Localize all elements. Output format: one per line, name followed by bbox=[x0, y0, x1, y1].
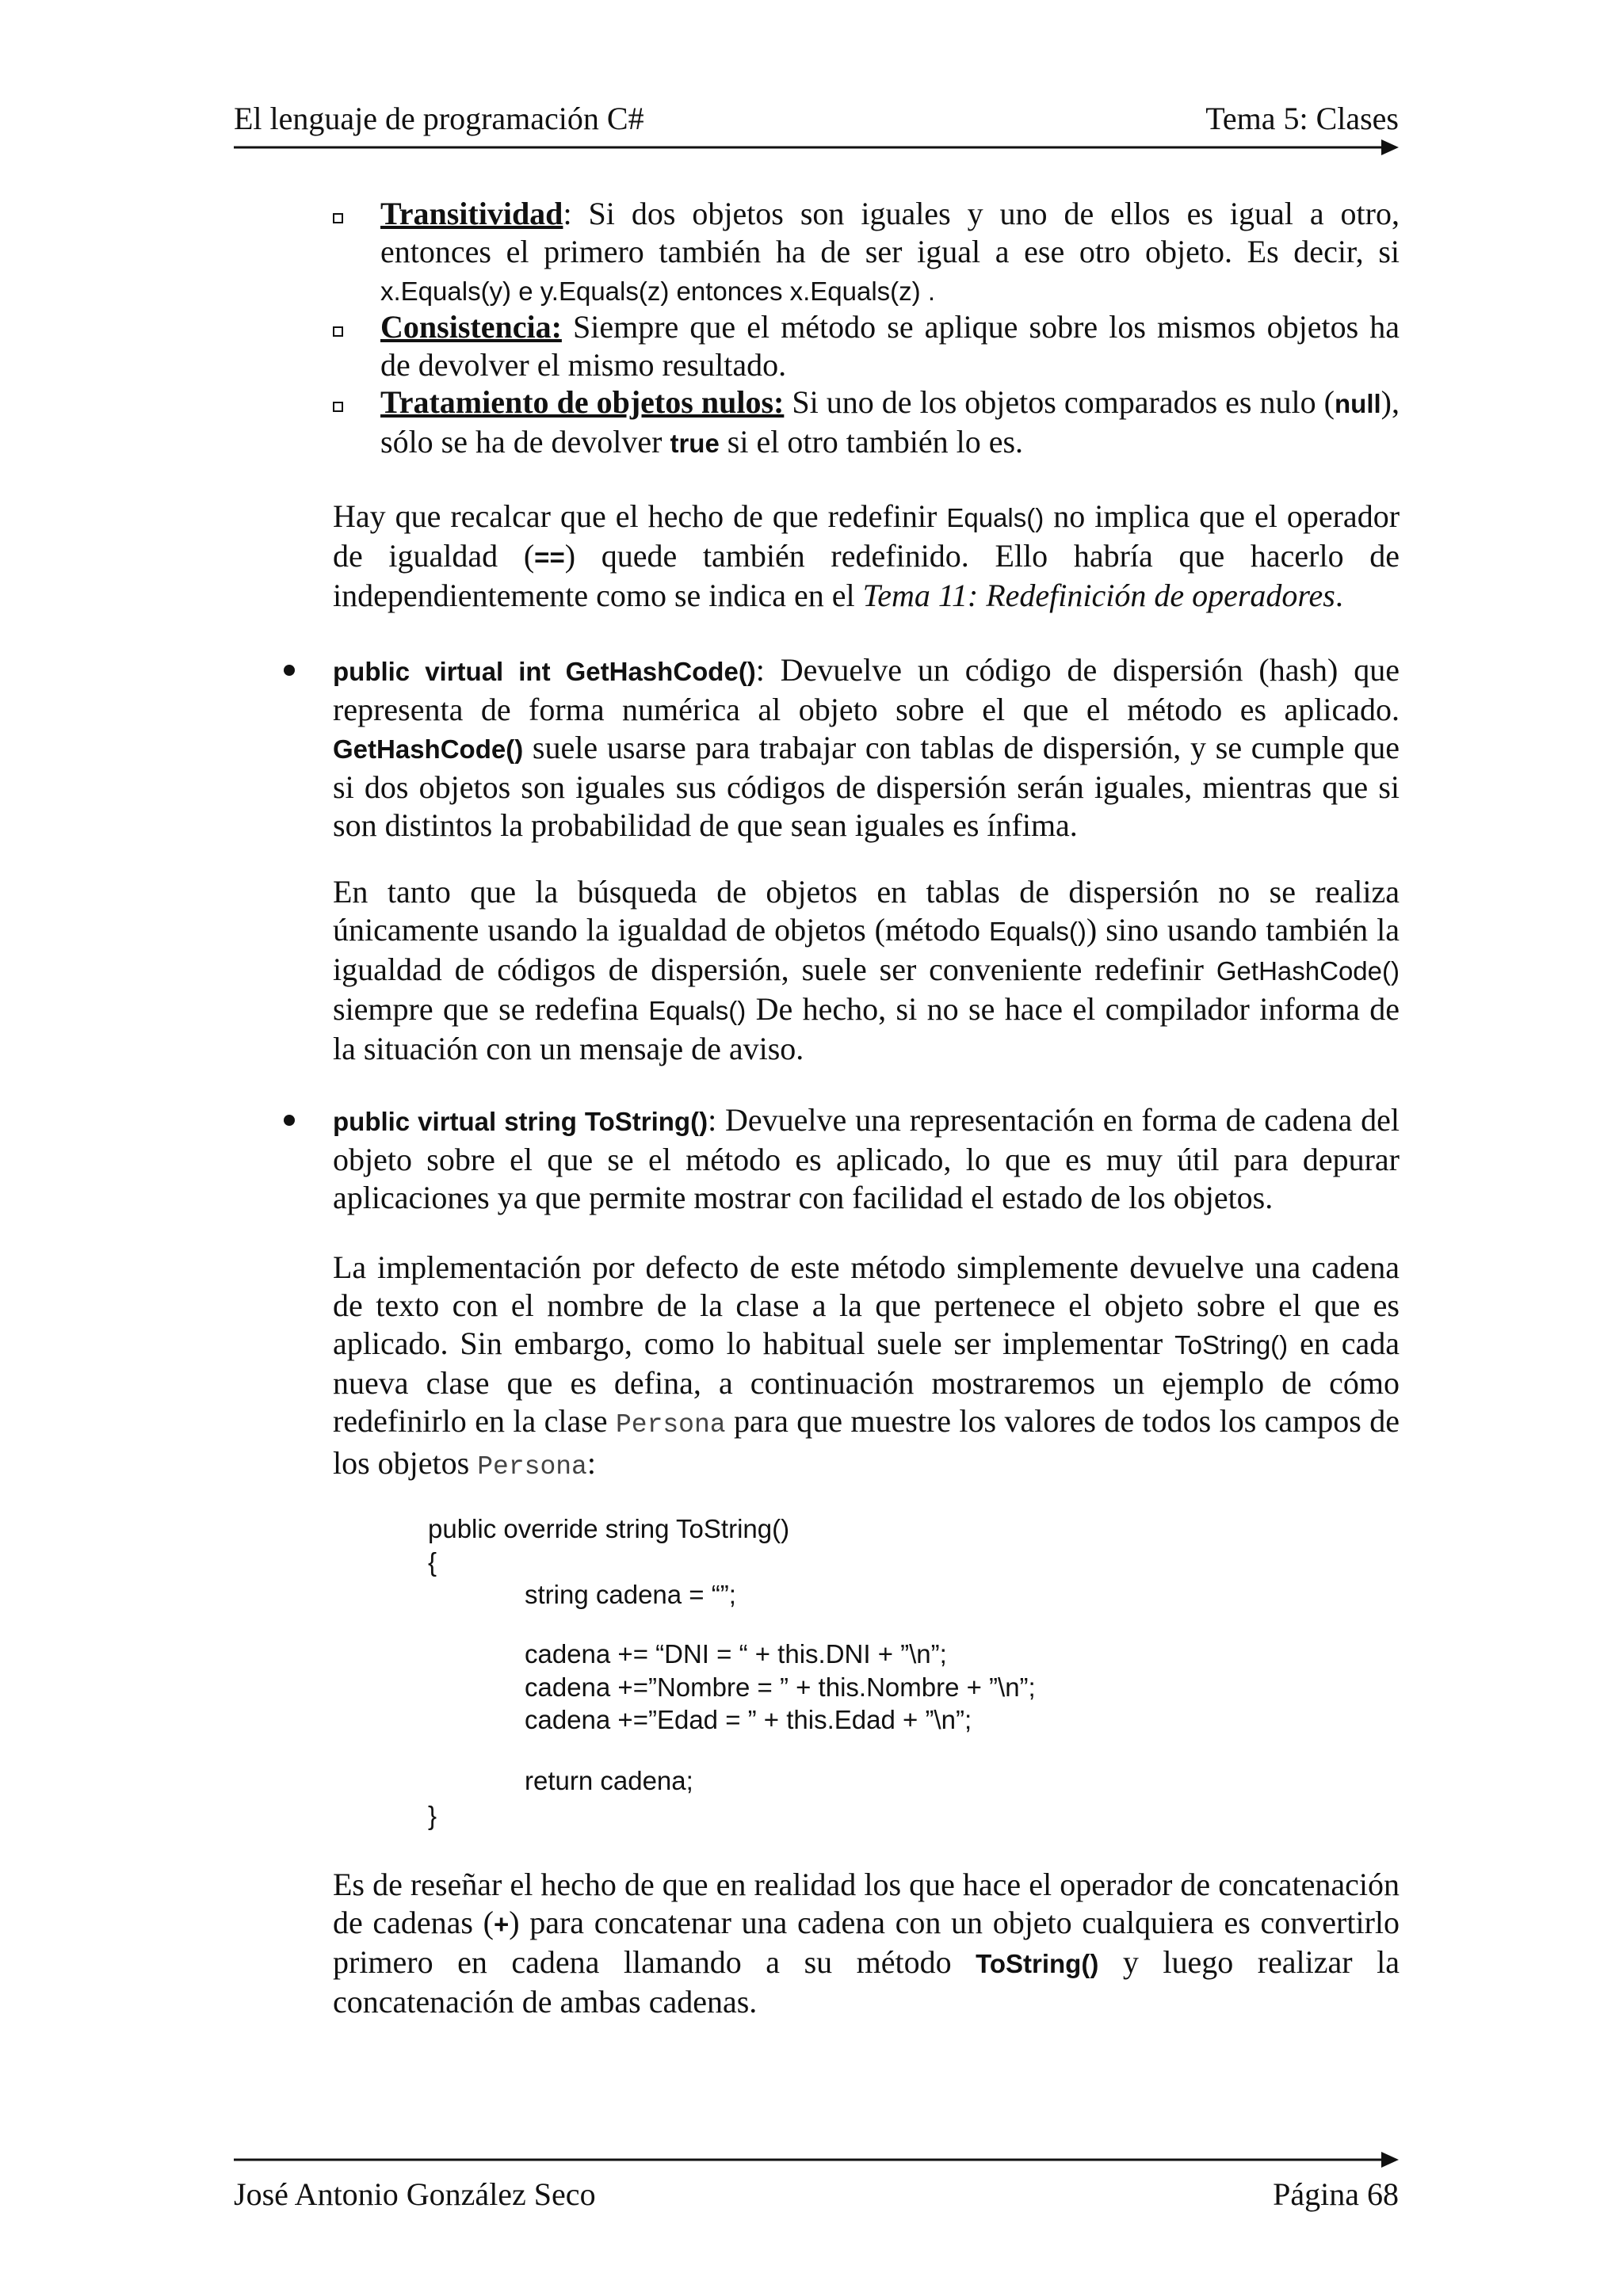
property-term: Tratamiento de objetos nulos: bbox=[380, 384, 785, 420]
property-consistencia: Consistencia: Siempre que el método se aplique sobre los mismos objetos ha de devolver el mismo resultado. bbox=[380, 309, 1400, 383]
inline-code: Persona bbox=[615, 1410, 726, 1440]
square-bullet-icon bbox=[333, 402, 343, 412]
inline-code: true bbox=[670, 429, 720, 458]
inline-code: Persona bbox=[477, 1452, 587, 1482]
code-line: } bbox=[428, 1801, 437, 1830]
header-book-title: El lenguaje de programación C# bbox=[234, 101, 644, 136]
page-header bbox=[234, 99, 1399, 139]
header-rule-arrow bbox=[234, 136, 1399, 158]
property-term: Consistencia: bbox=[380, 309, 562, 345]
code-line: public override string ToString() bbox=[428, 1514, 790, 1543]
inline-code: Equals() bbox=[946, 503, 1044, 532]
inline-code: null bbox=[1335, 389, 1381, 418]
paragraph-equals-note: Hay que recalcar que el hecho de que redefinir Equals() no implica que el operador de igualdad (==) quede también redefinido. Ello habría que hacerlo de independientemente como se indica en el Tema 11: Redefinición de operadores. bbox=[333, 498, 1400, 613]
paragraph-concatenation: Es de reseñar el hecho de que en realidad los que hace el operador de concatenación de cadenas (+) para concatenar una cadena con un objeto cualquiera es convertirlo primero en cadena llamando a su método ToString() y luego realizar la concatenación de ambas cadenas. bbox=[333, 1867, 1400, 2019]
method-tostring: public virtual string ToString(): Devuelve una representación en forma de cadena del objeto sobre el que se el método es aplicado, lo que es muy útil para depurar aplicaciones ya que permite mostrar con facilidad el estado de los objetos. bbox=[333, 1102, 1400, 1215]
code-line: cadena += “DNI = “ + this.DNI + ”\n”; bbox=[525, 1639, 947, 1669]
inline-code: ToString() bbox=[1174, 1330, 1289, 1360]
inline-code: ToString() bbox=[976, 1949, 1099, 1978]
method-signature: public virtual string ToString() bbox=[333, 1107, 708, 1136]
footer-author: José Antonio González Seco bbox=[234, 2176, 596, 2212]
method-signature: public virtual int GetHashCode() bbox=[333, 657, 756, 686]
inline-code: GetHashCode() bbox=[1216, 956, 1400, 986]
paragraph-implementation: La implementación por defecto de este método simplemente devuelve una cadena de texto con el nombre de la clase a la que pertenece el objeto sobre el que es aplicado. Sin embargo, como lo habitual suele ser implementar ToString() en cada nueva clase que es defina, a continuación mostraremos un ejemplo de cómo redefinirlo en la clase Persona para que muestre los valores de todos los campos de los objetos Persona: bbox=[333, 1249, 1400, 1482]
header-chapter-title: Tema 5: Clases bbox=[1205, 101, 1399, 136]
code-line: cadena +=”Edad = ” + this.Edad + ”\n”; bbox=[525, 1705, 972, 1734]
property-transitividad: Transitividad: Si dos objetos son iguales y uno de ellos es igual a otro, entonces el primero también ha de ser igual a ese otro objeto. Es decir, si x.Equals(y) e y.Equals(z) entonces x.Equals(z) . bbox=[380, 196, 1400, 306]
code-line: { bbox=[428, 1547, 437, 1577]
inline-code: == bbox=[534, 543, 565, 572]
inline-code: x.Equals(y) e y.Equals(z) entonces x.Equals(z) . bbox=[380, 277, 935, 306]
bullet-dot-icon bbox=[284, 665, 295, 676]
property-term: Transitividad bbox=[380, 196, 563, 231]
inline-code: Equals() bbox=[648, 996, 747, 1025]
code-line: cadena +=”Nombre = ” + this.Nombre + ”\n”; bbox=[525, 1672, 1036, 1702]
footer-page-number: Página 68 bbox=[1273, 2176, 1399, 2212]
bullet-dot-icon bbox=[284, 1115, 295, 1126]
inline-code: GetHashCode() bbox=[333, 734, 524, 764]
square-bullet-icon bbox=[333, 326, 343, 337]
page-footer bbox=[234, 2175, 1399, 2214]
code-line: string cadena = “”; bbox=[525, 1580, 736, 1609]
square-bullet-icon bbox=[333, 213, 343, 223]
paragraph-hash-note: En tanto que la búsqueda de objetos en tablas de dispersión no se realiza únicamente usando la igualdad de objetos (método Equals()) sino usando también la igualdad de códigos de dispersión, suele ser conveniente redefinir GetHashCode() siempre que se redefina Equals() De hecho, si no se hace el compilador informa de la situación con un mensaje de aviso. bbox=[333, 874, 1400, 1066]
code-line: return cadena; bbox=[525, 1766, 693, 1795]
property-nulos: Tratamiento de objetos nulos: Si uno de los objetos comparados es nulo (null), sólo se ha de devolver true si el otro también lo es. bbox=[380, 384, 1400, 460]
chapter-reference: Tema 11: Redefinición de operadores bbox=[862, 578, 1335, 613]
footer-rule-arrow bbox=[234, 2149, 1399, 2171]
method-gethashcode: public virtual int GetHashCode(): Devuelve un código de dispersión (hash) que representa de forma numérica al objeto sobre el que el método es aplicado. GetHashCode() suele usarse para trabajar con tablas de dispersión, y se cumple que si dos objetos son iguales sus códigos de dispersión serán iguales, mientras que si son distintos la probabilidad de que sean iguales es ínfima. bbox=[333, 652, 1400, 843]
inline-code: Equals() bbox=[989, 917, 1086, 946]
inline-code: + bbox=[493, 1909, 510, 1939]
